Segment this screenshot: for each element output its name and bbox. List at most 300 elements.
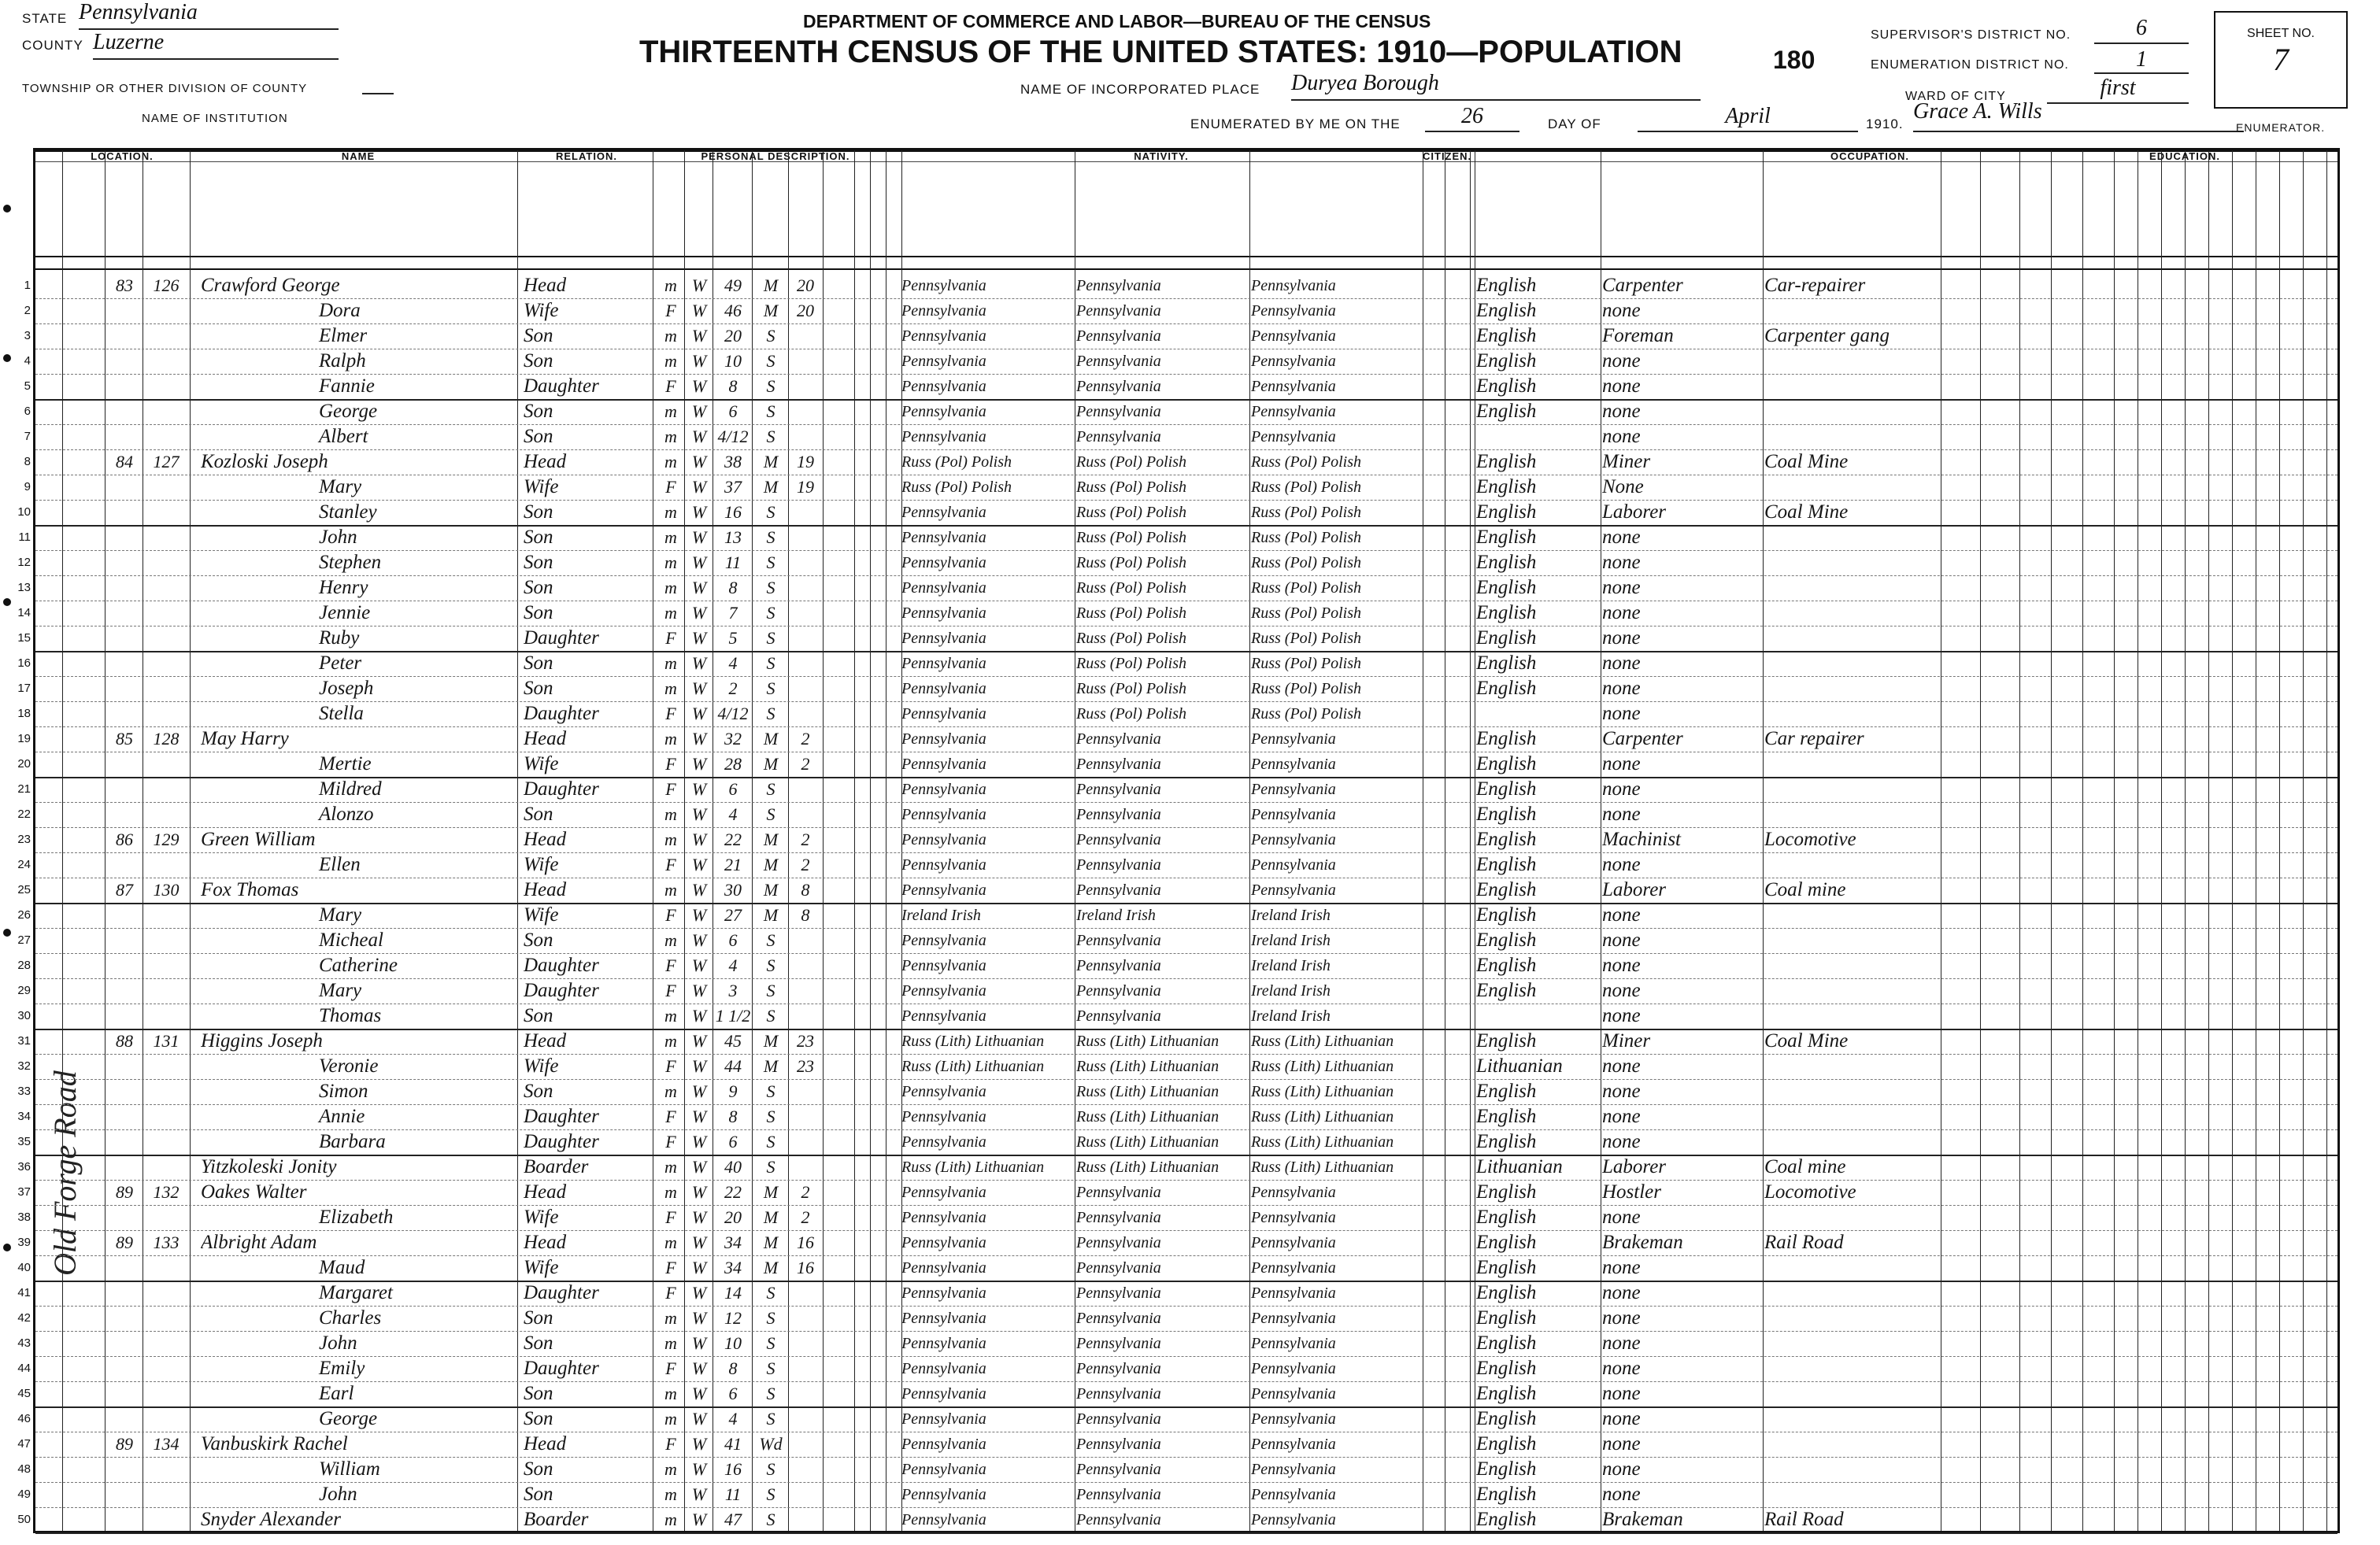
cell-language: English — [1476, 476, 1537, 497]
cell-dwelling — [106, 802, 143, 827]
cell-trade: none — [1602, 602, 1641, 623]
cell-marital: M — [763, 1207, 779, 1227]
line-number: 11 — [18, 530, 31, 544]
cell-trade: none — [1602, 1055, 1641, 1077]
census-row — [17, 852, 2337, 878]
cell-age: 11 — [724, 553, 742, 572]
cell-family — [144, 777, 188, 802]
cell-mother: Ireland Irish — [1251, 982, 1331, 1000]
cell-years — [790, 651, 821, 676]
cell-relation: Head — [524, 1232, 567, 1253]
census-row — [17, 928, 2337, 953]
cell-mother: Pennsylvania — [1251, 1511, 1336, 1528]
cell-mother: Pennsylvania — [1251, 353, 1336, 370]
cell-marital: S — [766, 779, 775, 799]
cell-father: Pennsylvania — [1076, 403, 1161, 420]
line-number: 33 — [17, 1085, 31, 1098]
cell-relation: Head — [524, 1433, 567, 1454]
line-number: 15 — [17, 631, 31, 645]
cell-relation: Son — [524, 527, 553, 548]
cell-dwelling — [106, 1004, 143, 1029]
cell-age: 4/12 — [717, 427, 749, 446]
cell-trade: none — [1602, 1207, 1641, 1228]
cell-mother: Ireland Irish — [1251, 957, 1331, 974]
cell-born: Pennsylvania — [901, 277, 986, 294]
line-number: 27 — [17, 933, 31, 947]
cell-race: W — [691, 1157, 707, 1177]
census-row — [17, 953, 2337, 978]
group-personal-description: PERSONAL DESCRIPTION. — [701, 150, 850, 162]
cell-race: W — [691, 779, 707, 799]
cell-language: English — [1476, 854, 1537, 875]
cell-age: 34 — [724, 1233, 742, 1252]
cell-father: Russ (Pol) Polish — [1076, 655, 1186, 672]
cell-born: Pennsylvania — [901, 403, 986, 420]
line-number: 5 — [24, 379, 31, 393]
cell-relation: Daughter — [524, 1131, 599, 1152]
cell-dwelling — [106, 1381, 143, 1406]
cell-trade: Carpenter — [1602, 728, 1683, 749]
census-row — [17, 903, 2337, 928]
cell-race: W — [691, 578, 707, 597]
cell-age: 22 — [724, 1182, 742, 1202]
cell-industry — [1764, 852, 1938, 878]
line-number: 13 — [17, 581, 31, 594]
cell-years — [790, 601, 821, 626]
cell-language: English — [1476, 804, 1537, 825]
cell-born: Pennsylvania — [901, 730, 986, 748]
cell-mother: Pennsylvania — [1251, 806, 1336, 823]
cell-industry — [1764, 676, 1938, 701]
cell-years — [790, 1281, 821, 1306]
cell-dwelling — [106, 1079, 143, 1104]
cell-relation: Son — [524, 930, 553, 951]
cell-mother: Ireland Irish — [1251, 1007, 1331, 1025]
cell-years — [790, 500, 821, 525]
cell-race: W — [691, 653, 707, 673]
cell-language: Lithuanian — [1476, 1156, 1563, 1177]
cell-marital: M — [763, 905, 779, 925]
cell-name: Emily — [319, 1358, 365, 1379]
cell-race: W — [691, 955, 707, 975]
cell-marital: M — [763, 477, 779, 497]
cell-language: English — [1476, 300, 1537, 321]
cell-age: 6 — [728, 779, 738, 799]
cell-years — [790, 1432, 821, 1457]
cell-family — [144, 298, 188, 323]
enumerator-value: Grace A. Wills — [1913, 99, 2244, 132]
cell-sex: m — [664, 880, 677, 900]
cell-language: Lithuanian — [1476, 1055, 1563, 1077]
cell-born: Pennsylvania — [901, 378, 986, 395]
census-row — [17, 1180, 2337, 1205]
cell-father: Pennsylvania — [1076, 302, 1161, 320]
cell-language: English — [1476, 1081, 1537, 1102]
cell-born: Pennsylvania — [901, 1133, 986, 1151]
cell-father: Pennsylvania — [1076, 1360, 1161, 1377]
cell-language — [1476, 701, 1594, 726]
cell-trade: none — [1602, 350, 1641, 371]
census-row — [17, 1004, 2337, 1029]
cell-name: Albert — [319, 426, 368, 447]
cell-race: W — [691, 930, 707, 950]
cell-father: Russ (Lith) Lithuanian — [1076, 1108, 1220, 1125]
cell-sex: F — [665, 1207, 676, 1227]
cell-age: 34 — [724, 1258, 742, 1277]
cell-dwelling — [106, 626, 143, 651]
cell-mother: Russ (Pol) Polish — [1251, 604, 1361, 622]
census-row — [17, 651, 2337, 676]
census-row — [17, 1457, 2337, 1482]
cell-race: W — [691, 603, 707, 623]
cell-sex: F — [665, 376, 676, 396]
cell-family — [144, 953, 188, 978]
cell-age: 9 — [728, 1081, 738, 1101]
cell-marital: M — [763, 729, 779, 748]
cell-trade: Miner — [1602, 1030, 1651, 1052]
census-row — [17, 701, 2337, 726]
cell-name: Kozloski Joseph — [201, 451, 328, 472]
census-row — [17, 1155, 2337, 1180]
cell-trade: Laborer — [1602, 879, 1667, 900]
cell-dwelling — [106, 1281, 143, 1306]
cell-father: Russ (Lith) Lithuanian — [1076, 1133, 1220, 1151]
cell-years: 2 — [801, 1182, 810, 1202]
cell-sex: m — [664, 578, 677, 597]
cell-trade: None — [1602, 476, 1644, 497]
cell-age: 8 — [728, 1358, 738, 1378]
cell-language: English — [1476, 1408, 1537, 1429]
cell-marital: M — [763, 1056, 779, 1076]
cell-dwelling — [106, 903, 143, 928]
census-row — [24, 424, 2337, 449]
cell-born: Russ (Lith) Lithuanian — [901, 1033, 1045, 1050]
cell-born: Pennsylvania — [901, 1083, 986, 1100]
cell-race: W — [691, 754, 707, 774]
cell-relation: Son — [524, 1332, 553, 1354]
line-number: 18 — [17, 707, 31, 720]
cell-age: 10 — [724, 1333, 742, 1353]
cell-family — [144, 601, 188, 626]
cell-name: Simon — [319, 1081, 368, 1102]
cell-trade: Laborer — [1602, 1156, 1667, 1177]
cell-father: Pennsylvania — [1076, 1184, 1161, 1201]
cell-age: 8 — [728, 578, 738, 597]
cell-race: W — [691, 427, 707, 446]
cell-relation: Son — [524, 501, 553, 523]
cell-dwelling — [106, 500, 143, 525]
cell-years — [790, 1381, 821, 1406]
line-number: 23 — [17, 833, 31, 846]
cell-trade: none — [1602, 1131, 1641, 1152]
cell-relation: Daughter — [524, 778, 599, 800]
cell-sex: m — [664, 1157, 677, 1177]
line-number: 1 — [24, 279, 31, 292]
line-number: 3 — [24, 329, 31, 342]
cell-born: Pennsylvania — [901, 1461, 986, 1478]
cell-sex: m — [664, 401, 677, 421]
cell-sex: m — [664, 1459, 677, 1479]
cell-relation: Son — [524, 1307, 553, 1329]
cell-dwelling — [106, 1155, 143, 1180]
cell-language: English — [1476, 1433, 1537, 1454]
cell-age: 8 — [728, 1107, 738, 1126]
cell-years — [790, 626, 821, 651]
cell-father: Pennsylvania — [1076, 856, 1161, 874]
cell-relation: Son — [524, 1484, 553, 1505]
cell-industry — [1764, 550, 1938, 575]
cell-family — [144, 626, 188, 651]
cell-name: Ellen — [319, 854, 361, 875]
line-number: 37 — [17, 1185, 31, 1199]
line-number: 50 — [17, 1513, 31, 1526]
cell-years: 2 — [801, 729, 810, 748]
cell-years: 16 — [797, 1233, 814, 1252]
cell-language: English — [1476, 1383, 1537, 1404]
census-row — [17, 802, 2337, 827]
cell-dwelling — [106, 424, 143, 449]
cell-race: W — [691, 301, 707, 320]
cell-marital: S — [766, 1358, 775, 1378]
cell-race: W — [691, 1258, 707, 1277]
cell-language: English — [1476, 1207, 1537, 1228]
cell-relation: Daughter — [524, 1282, 599, 1303]
cell-trade: none — [1602, 904, 1641, 926]
cell-father: Pennsylvania — [1076, 1259, 1161, 1277]
line-number: 22 — [17, 808, 31, 821]
cell-marital: S — [766, 1484, 775, 1504]
cell-age: 28 — [724, 754, 742, 774]
cell-years — [790, 1079, 821, 1104]
cell-race: W — [691, 1006, 707, 1026]
cell-trade: none — [1602, 778, 1641, 800]
cell-dwelling — [106, 1104, 143, 1129]
line-number: 49 — [17, 1488, 31, 1501]
cell-language: English — [1476, 930, 1537, 951]
cell-years — [790, 1356, 821, 1381]
cell-sex: F — [665, 1132, 676, 1151]
cell-trade: none — [1602, 1433, 1641, 1454]
census-row — [24, 273, 2337, 298]
cell-father: Pennsylvania — [1076, 1511, 1161, 1528]
cell-marital: M — [763, 1182, 779, 1202]
cell-race: W — [691, 830, 707, 849]
cell-years: 23 — [797, 1056, 814, 1076]
cell-marital: S — [766, 326, 775, 346]
cell-age: 4 — [728, 653, 738, 673]
cell-industry — [1764, 1406, 1938, 1432]
cell-trade: none — [1602, 1383, 1641, 1404]
day-value: 26 — [1425, 104, 1519, 132]
cell-family — [144, 475, 188, 500]
cell-name: Elizabeth — [319, 1207, 394, 1228]
cell-years — [790, 525, 821, 550]
cell-born: Pennsylvania — [901, 554, 986, 571]
cell-language: English — [1476, 652, 1537, 674]
cell-mother: Russ (Lith) Lithuanian — [1251, 1108, 1394, 1125]
cell-years: 2 — [801, 830, 810, 849]
cell-born: Pennsylvania — [901, 957, 986, 974]
cell-language: English — [1476, 375, 1537, 397]
cell-marital: S — [766, 502, 775, 522]
cell-sex: F — [665, 1358, 676, 1378]
cell-years: 20 — [797, 301, 814, 320]
cell-age: 1 1/2 — [715, 1006, 751, 1026]
census-row — [17, 1482, 2337, 1507]
cell-age: 6 — [728, 1384, 738, 1403]
census-row — [24, 399, 2337, 424]
cell-trade: none — [1602, 1257, 1641, 1278]
cell-dwelling — [106, 928, 143, 953]
county-value: Luzerne — [93, 30, 339, 60]
sheet-box — [2214, 11, 2348, 109]
cell-language: English — [1476, 728, 1537, 749]
cell-dwelling: 84 — [116, 452, 133, 471]
cell-language: English — [1476, 778, 1537, 800]
line-number: 36 — [17, 1160, 31, 1174]
cell-sex: m — [664, 427, 677, 446]
cell-dwelling — [106, 1205, 143, 1230]
cell-sex: F — [665, 1107, 676, 1126]
cell-age: 16 — [724, 502, 742, 522]
cell-father: Pennsylvania — [1076, 730, 1161, 748]
cell-name: Mary — [319, 904, 362, 926]
cell-name: Stella — [319, 703, 364, 724]
ward-label: WARD OF CITY — [1905, 90, 2006, 103]
cell-industry — [1764, 1457, 1938, 1482]
cell-name: John — [319, 1484, 357, 1505]
cell-trade: none — [1602, 652, 1641, 674]
line-number: 20 — [17, 757, 31, 771]
cell-years: 2 — [801, 754, 810, 774]
cell-dwelling — [106, 323, 143, 349]
cell-race: W — [691, 1308, 707, 1328]
cell-dwelling: 89 — [116, 1434, 133, 1454]
cell-dwelling — [106, 953, 143, 978]
cell-name: Mertie — [319, 753, 372, 774]
cell-mother: Russ (Pol) Polish — [1251, 529, 1361, 546]
cell-industry: Coal Mine — [1764, 451, 1849, 472]
cell-relation: Daughter — [524, 955, 599, 976]
cell-relation: Son — [524, 1458, 553, 1480]
cell-industry: Car-repairer — [1764, 275, 1866, 296]
cell-sex: F — [665, 1056, 676, 1076]
cell-father: Russ (Pol) Polish — [1076, 504, 1186, 521]
line-number: 35 — [17, 1135, 31, 1148]
census-row — [17, 878, 2337, 903]
cell-relation: Son — [524, 1005, 553, 1026]
cell-born: Pennsylvania — [901, 327, 986, 345]
cell-name: Veronie — [319, 1055, 379, 1077]
cell-age: 44 — [724, 1056, 742, 1076]
cell-age: 21 — [724, 855, 742, 874]
enumeration-label: ENUMERATION DISTRICT NO. — [1871, 58, 2069, 72]
cell-sex: F — [665, 704, 676, 723]
cell-mother: Pennsylvania — [1251, 730, 1336, 748]
line-number: 32 — [17, 1059, 31, 1073]
cell-industry — [1764, 777, 1938, 802]
cell-name: Earl — [319, 1383, 354, 1404]
cell-father: Pennsylvania — [1076, 932, 1161, 949]
line-number: 2 — [24, 304, 31, 317]
line-number: 38 — [17, 1210, 31, 1224]
cell-relation: Daughter — [524, 1106, 599, 1127]
cell-name: Yitzkoleski Jonity — [201, 1156, 337, 1177]
line-number: 24 — [17, 858, 31, 871]
cell-marital: M — [763, 855, 779, 874]
cell-dwelling — [106, 1306, 143, 1331]
cell-years — [790, 978, 821, 1004]
cell-mother: Russ (Pol) Polish — [1251, 453, 1361, 471]
cell-industry — [1764, 1079, 1938, 1104]
year-label: 1910. — [1866, 116, 1904, 131]
cell-father: Pennsylvania — [1076, 327, 1161, 345]
cell-relation: Daughter — [524, 627, 599, 649]
line-number: 9 — [24, 480, 31, 493]
cell-dwelling — [106, 550, 143, 575]
supervisor-label: SUPERVISOR'S DISTRICT NO. — [1871, 28, 2071, 42]
cell-family — [144, 701, 188, 726]
cell-family — [144, 349, 188, 374]
cell-sex: m — [664, 275, 677, 295]
cell-age: 4 — [728, 955, 738, 975]
cell-language: English — [1476, 1509, 1537, 1530]
cell-race: W — [691, 477, 707, 497]
census-row — [17, 1406, 2337, 1432]
cell-years: 19 — [797, 452, 814, 471]
cell-father: Russ (Pol) Polish — [1076, 630, 1186, 647]
cell-sex: m — [664, 729, 677, 748]
cell-family — [144, 1205, 188, 1230]
cell-born: Pennsylvania — [901, 1184, 986, 1201]
cell-mother: Pennsylvania — [1251, 882, 1336, 899]
cell-race: W — [691, 1056, 707, 1076]
census-row — [24, 475, 2337, 500]
cell-born: Pennsylvania — [901, 353, 986, 370]
cell-born: Pennsylvania — [901, 1511, 986, 1528]
cell-language: English — [1476, 1332, 1537, 1354]
cell-marital: M — [763, 301, 779, 320]
cell-father: Pennsylvania — [1076, 756, 1161, 773]
cell-father: Pennsylvania — [1076, 1310, 1161, 1327]
cell-age: 14 — [724, 1283, 742, 1303]
cell-marital: S — [766, 1333, 775, 1353]
cell-name: John — [319, 1332, 357, 1354]
cell-marital: S — [766, 628, 775, 648]
cell-mother: Russ (Pol) Polish — [1251, 705, 1361, 723]
cell-age: 6 — [728, 401, 738, 421]
cell-born: Pennsylvania — [901, 1335, 986, 1352]
cell-marital: S — [766, 1283, 775, 1303]
cell-father: Pennsylvania — [1076, 806, 1161, 823]
cell-sex: m — [664, 1233, 677, 1252]
cell-industry — [1764, 651, 1938, 676]
cell-marital: S — [766, 678, 775, 698]
cell-sex: m — [664, 1409, 677, 1429]
cell-age: 40 — [724, 1157, 742, 1177]
cell-name: Fox Thomas — [201, 879, 299, 900]
cell-years — [790, 701, 821, 726]
census-ledger — [17, 148, 2340, 1533]
binder-hole — [3, 354, 11, 362]
cell-dwelling — [106, 978, 143, 1004]
cell-relation: Wife — [524, 904, 559, 926]
cell-marital: S — [766, 653, 775, 673]
cell-relation: Son — [524, 426, 553, 447]
line-number: 26 — [17, 908, 31, 922]
census-row — [17, 827, 2337, 852]
cell-industry — [1764, 298, 1938, 323]
